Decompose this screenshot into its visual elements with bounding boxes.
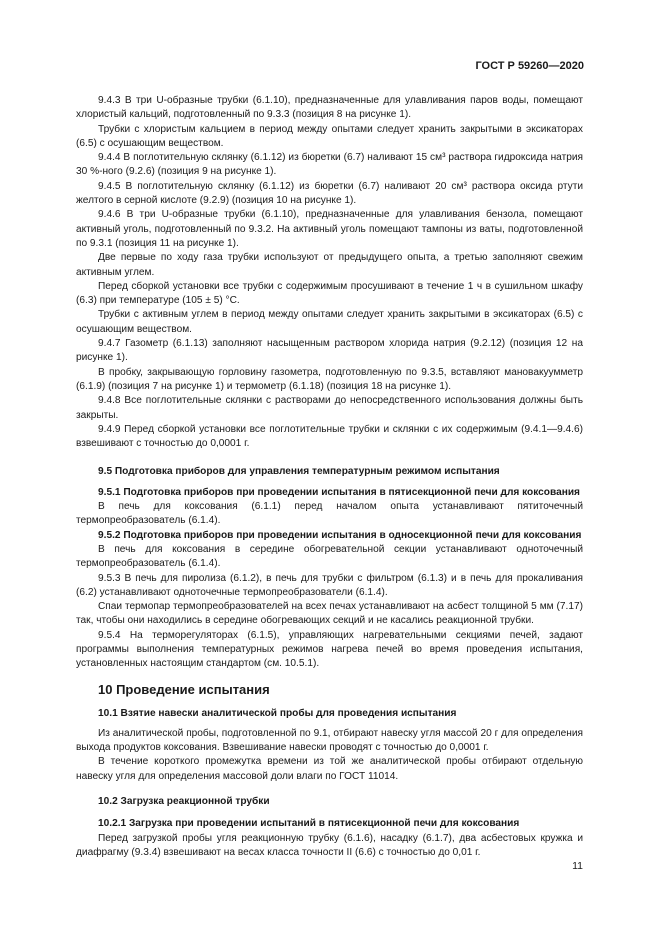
paragraph: В пробку, закрывающую горловину газометра, подготовленную по 9.3.5, вставляют мановакуумметр (6.1.9) (позиция 7 на рисунке 1) и термометр (6.1.18) (позиция 18 на рисунке 1).	[76, 366, 583, 392]
section-heading: 10.1 Взятие навески аналитической пробы для проведения испытания	[98, 707, 457, 719]
paragraph: 9.5.3 В печь для пиролиза (6.1.2), в печь для трубки с фильтром (6.1.3) и в печь для прокаливания (6.2) устанавливают одноточечные термопреобразователи (6.1.4).	[76, 572, 583, 598]
paragraph: Перед сборкой установки все трубки с содержимым просушивают в течение 1 ч в сушильном шкафу (6.3) при температуре (105 ± 5) °С.	[76, 280, 583, 307]
paragraph: 9.4.3 В три U-образные трубки (6.1.10), предназначенные для улавливания паров воды, помещают хлористый кальций, подготовленный по 9.3.3 (позиция 8 на рисунке 1).	[76, 95, 583, 121]
paragraph: 9.4.8 Все поглотительные склянки с растворами до непосредственного использования должны быть закрыты.	[76, 395, 583, 421]
paragraph: В печь для коксования (6.1.1) перед началом опыта устанавливают пятиточечный термопреобразователь (6.1.4).	[76, 501, 583, 527]
chapter-heading: 10 Проведение испытания	[98, 681, 270, 697]
paragraph: Трубки с активным углем в период между опытами следует хранить закрытыми в эксикаторах (6.5) с осушающим веществом.	[76, 309, 583, 335]
paragraph: 9.4.5 В поглотительную склянку (6.1.12) из бюретки (6.7) наливают 20 см³ раствора оксида ртути желтого в серной кислоте (9.2.9) (позиция 10 на рисунке 1).	[76, 180, 583, 207]
subsection-heading: 9.5.2 Подготовка приборов при проведении испытания в односекционной печи для коксования	[98, 529, 582, 541]
paragraph: В течение короткого промежутка времени из той же аналитической пробы отбирают отдельную навеску угля для определения массовой доли влаги по ГОСТ 11014.	[76, 756, 583, 782]
page-content	[76, 94, 583, 860]
section-heading: 9.5 Подготовка приборов для управления температурным режимом испытания	[98, 466, 500, 478]
paragraph: 9.4.9 Перед сборкой установки все поглотительные трубки и склянки с их содержимым (9.4.1—9.4.6) взвешивают с точностью до 0,0001 г.	[76, 423, 583, 450]
page-number: 11	[572, 860, 583, 872]
subsection-heading: 9.5.1 Подготовка приборов при проведении испытания в пятисекционной печи для коксования	[98, 486, 580, 498]
paragraph: Спаи термопар термопреобразователей на всех печах устанавливают на асбест толщиной 5 мм (7.17) так, чтобы они находились в середине обогревающих секций и не касались реакционной трубки.	[76, 601, 583, 627]
paragraph: 9.5.4 На терморегуляторах (6.1.5), управляющих нагревательными секциями печей, задают программы выполнения температурных режимов нагрева печей во время проведения испытания, установленных настоящим стандартом (см. 10.5.1).	[76, 629, 583, 670]
section-heading: 10.2 Загрузка реакционной трубки	[98, 796, 270, 808]
paragraph: Перед загрузкой пробы угля реакционную трубку (6.1.6), насадку (6.1.7), два асбестовых кружка и диафрагму (9.3.4) взвешивают на весах класса точности II (6.6) с точностью до 0,01 г.	[76, 832, 583, 858]
document-id: ГОСТ Р 59260—2020	[475, 60, 584, 72]
paragraph: 9.4.7 Газометр (6.1.13) заполняют насыщенным раствором хлорида натрия (9.2.12) (позиция 12 на рисунке 1).	[76, 338, 583, 364]
paragraph: Две первые по ходу газа трубки используют от предыдущего опыта, а третью заполняют свежим активным углем.	[76, 252, 583, 278]
paragraph: В печь для коксования в середине обогревательной секции устанавливают одноточечный термопреобразователь (6.1.4).	[76, 543, 583, 570]
subsection-heading: 10.2.1 Загрузка при проведении испытаний в пятисекционной печи для коксования	[98, 818, 520, 830]
paragraph: 9.4.4 В поглотительную склянку (6.1.12) из бюретки (6.7) наливают 15 см³ раствора гидроксида натрия 30 %-ного (9.2.6) (позиция 9 на рисунке 1).	[76, 152, 583, 178]
paragraph: Трубки с хлористым кальцием в период между опытами следует хранить закрытыми в эксикаторах (6.5) с осушающим веществом.	[76, 123, 583, 149]
paragraph: 9.4.6 В три U-образные трубки (6.1.10), предназначенные для улавливания бензола, помещают активный уголь, подготовленный по 9.3.2. На активный уголь помещают тампоны из ваты, подготовленной по 9.3.1 (позиция 11 на рисунке 1).	[76, 209, 583, 249]
paragraph: Из аналитической пробы, подготовленной по 9.1, отбирают навеску угля массой 20 г для определения выхода продуктов коксования. Взвешивание навески проводят с точностью до 0,0001 г.	[76, 727, 583, 754]
